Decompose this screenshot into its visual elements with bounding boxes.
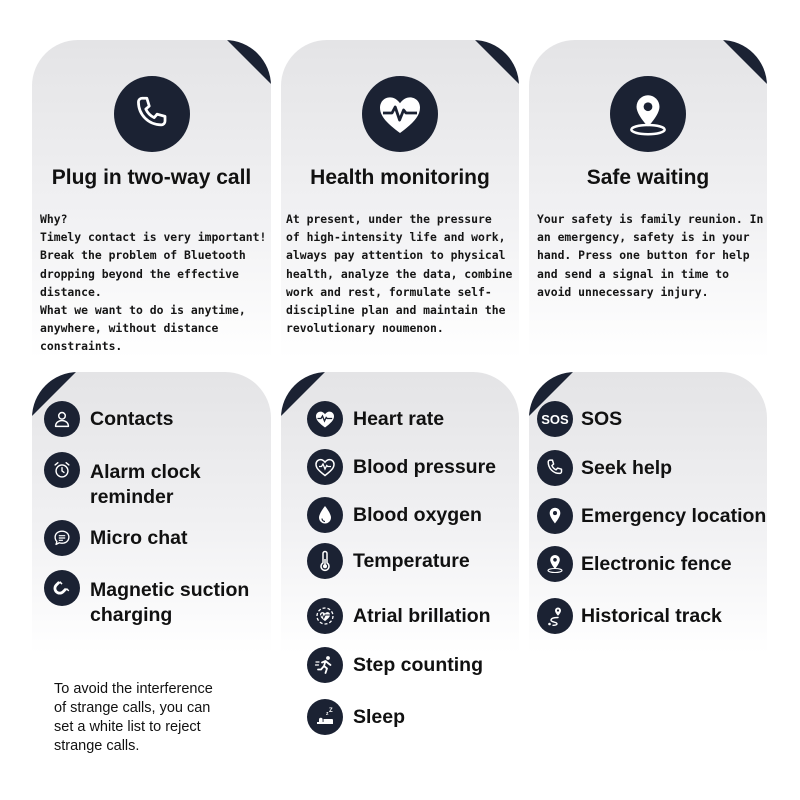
text-line: always pay attention to physical bbox=[286, 248, 506, 263]
feature-label: Atrial brillation bbox=[353, 605, 491, 627]
card-description bbox=[537, 210, 764, 301]
feature-sleep bbox=[307, 699, 405, 735]
phone-icon bbox=[537, 450, 573, 486]
card-safe-waiting bbox=[529, 40, 767, 358]
atrial-heart-icon bbox=[307, 598, 343, 634]
text-line: At present, under the pressure bbox=[286, 212, 492, 226]
feature-label: Micro chat bbox=[90, 527, 188, 549]
card-safety-features bbox=[529, 372, 767, 654]
feature-label: Seek help bbox=[581, 457, 673, 479]
corner-accent bbox=[723, 40, 767, 84]
card-health-monitoring bbox=[281, 40, 519, 358]
card-description bbox=[40, 210, 265, 356]
text-line: anywhere, without distance bbox=[40, 321, 219, 336]
blood-pressure-icon bbox=[307, 449, 343, 485]
feature-label: Contacts bbox=[90, 408, 174, 430]
text-line: revolutionary noumenon. bbox=[286, 321, 444, 336]
corner-accent bbox=[475, 40, 519, 84]
feature-electronic-fence bbox=[537, 546, 732, 582]
feature-label: Blood oxygen bbox=[353, 504, 482, 526]
note-line: set a white list to reject bbox=[54, 719, 201, 735]
feature-emergency-location bbox=[537, 498, 766, 534]
magnet-icon bbox=[44, 570, 80, 606]
feature-atrial-brillation bbox=[307, 598, 491, 634]
corner-accent bbox=[227, 40, 271, 84]
feature-heart-rate bbox=[307, 401, 444, 437]
sleep-icon bbox=[307, 699, 343, 735]
text-line: dropping beyond the effective bbox=[40, 266, 239, 281]
feature-alarm-clock bbox=[44, 452, 201, 510]
note-line: of strange calls, you can bbox=[54, 700, 211, 716]
feature-label: Electronic fence bbox=[581, 553, 732, 575]
feature-label: Emergency location bbox=[581, 505, 767, 527]
svg-text:Z: Z bbox=[329, 708, 333, 714]
track-route-icon bbox=[537, 598, 573, 634]
feature-seek-help bbox=[537, 450, 672, 486]
whitelist-note bbox=[54, 680, 213, 756]
feature-label: Temperature bbox=[353, 550, 470, 572]
text-line: work and rest, formulate self- bbox=[286, 284, 492, 299]
card-title: Safe waiting bbox=[586, 166, 710, 189]
feature-historical-track bbox=[537, 598, 722, 634]
feature-label: Step counting bbox=[353, 654, 483, 676]
feature-label-line-2: reminder bbox=[90, 486, 174, 508]
feature-blood-pressure bbox=[307, 449, 496, 485]
card-call-features bbox=[32, 372, 271, 654]
note-line: strange calls. bbox=[54, 738, 140, 754]
svg-text:z: z bbox=[326, 711, 329, 717]
feature-sos bbox=[537, 401, 622, 437]
thermometer-icon bbox=[307, 543, 343, 579]
location-pin-icon bbox=[610, 76, 686, 152]
text-line: Break the problem of Bluetooth bbox=[40, 248, 246, 263]
text-line: avoid unnecessary injury. bbox=[537, 284, 709, 299]
text-line: Why? bbox=[40, 212, 68, 226]
feature-blood-oxygen bbox=[307, 497, 482, 533]
chat-bubble-icon bbox=[44, 520, 80, 556]
feature-label: Sleep bbox=[353, 706, 406, 728]
feature-label-line-1: Alarm clock bbox=[90, 461, 201, 483]
feature-label-line-1: Magnetic suction bbox=[90, 579, 250, 601]
feature-label bbox=[90, 570, 249, 628]
text-line: hand. Press one button for help bbox=[537, 248, 750, 263]
text-line: of high-intensity life and work, bbox=[286, 230, 506, 245]
text-line: and send a signal in time to bbox=[537, 266, 730, 281]
location-pin-icon bbox=[537, 498, 573, 534]
phone-icon bbox=[114, 76, 190, 152]
feature-step-counting bbox=[307, 647, 483, 683]
alarm-clock-icon bbox=[44, 452, 80, 488]
text-line: an emergency, safety is in your bbox=[537, 230, 750, 245]
text-line: Your safety is family reunion. In bbox=[537, 212, 764, 226]
feature-label-line-2: charging bbox=[90, 604, 173, 626]
heart-pulse-icon bbox=[362, 76, 438, 152]
geofence-pin-icon bbox=[537, 546, 573, 582]
feature-label: SOS bbox=[581, 408, 623, 430]
feature-label: Blood pressure bbox=[353, 456, 497, 478]
feature-label: Heart rate bbox=[353, 408, 445, 430]
text-line: discipline plan and maintain the bbox=[286, 303, 506, 318]
text-line: health, analyze the data, combine bbox=[286, 266, 513, 281]
contact-person-icon bbox=[44, 401, 80, 437]
text-line: distance. bbox=[40, 284, 102, 299]
sos-icon bbox=[537, 401, 573, 437]
feature-contacts bbox=[44, 401, 173, 437]
running-icon bbox=[307, 647, 343, 683]
text-line: Timely contact is very important! bbox=[40, 230, 267, 245]
feature-label bbox=[90, 452, 201, 510]
blood-drop-icon bbox=[307, 497, 343, 533]
feature-label: Historical track bbox=[581, 605, 722, 627]
card-title: Plug in two-way call bbox=[51, 166, 252, 189]
feature-temperature bbox=[307, 543, 470, 579]
feature-micro-chat bbox=[44, 520, 188, 556]
text-line: constraints. bbox=[40, 339, 123, 354]
heart-rate-icon bbox=[307, 401, 343, 437]
note-line: To avoid the interference bbox=[54, 681, 213, 697]
sos-icon-text: SOS bbox=[541, 412, 569, 427]
card-title: Health monitoring bbox=[310, 166, 490, 189]
text-line: What we want to do is anytime, bbox=[40, 303, 246, 318]
card-description bbox=[286, 210, 513, 337]
card-two-way-call bbox=[32, 40, 271, 358]
feature-magnetic-charging bbox=[44, 570, 249, 628]
